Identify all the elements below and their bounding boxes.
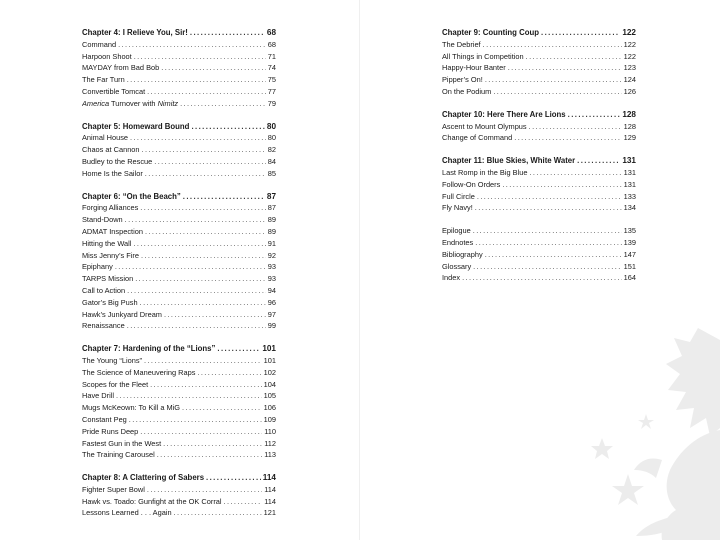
dot-leader [529,121,622,133]
toc-entry-page-number: 114 [264,496,276,506]
toc-entry-title: Hawk’s Junkyard Dream [82,309,162,319]
dot-leader [529,167,621,179]
toc-entry-page-number: 87 [267,203,276,213]
toc-entry [82,62,276,74]
toc-entry [442,132,636,144]
toc-entry-page-number: 89 [267,226,276,236]
toc-entry [82,74,276,86]
toc-entry-page-number: 112 [264,438,276,448]
toc-entry [82,449,276,461]
toc-entry-page-number: 129 [623,133,636,143]
toc-entry-title: Command [82,39,117,49]
toc-entry [82,390,276,402]
toc-entry-page-number: 133 [623,191,636,201]
chapter-block [82,343,276,461]
chapter-heading-page-number: 87 [266,191,276,201]
dot-leader [118,39,266,51]
dot-leader [133,238,265,250]
toc-entry-page-number: 92 [267,250,276,260]
toc-entry-title: Pipper’s On! [442,75,483,85]
toc-entry [442,191,636,203]
toc-entry-page-number: 99 [267,321,276,331]
toc-entry-title: The Young “Lions” [82,355,142,365]
toc-entry-title: Stand-Down [82,215,123,225]
toc-entry [442,86,636,98]
right-page-contents [442,27,636,295]
left-page-contents [82,27,276,530]
dot-leader [127,74,266,86]
toc-entry [82,51,276,63]
toc-entry-title: Harpoon Shoot [82,51,132,61]
toc-entry-title: Constant Peg [82,414,127,424]
dot-leader [475,202,622,214]
chapter-heading-page-number: 128 [622,109,636,119]
toc-entry [442,179,636,191]
dot-leader [141,250,266,262]
dot-leader [145,226,266,238]
dot-leader [462,272,622,284]
toc-entry-page-number: 68 [267,39,276,49]
toc-entry-title: Mugs McKeown: To Kill a MiG [82,403,181,413]
toc-entry-title: Lessons Learned . . . Again [82,508,172,518]
toc-entry-page-number: 97 [267,309,276,319]
chapter-heading-title: Chapter 5: Homeward Bound [82,121,190,131]
toc-entry-page-number: 75 [267,75,276,85]
chapter-heading-title: Chapter 10: Here There Are Lions [442,109,566,119]
toc-entry-page-number: 122 [623,39,636,49]
toc-entry-title: Home Is the Sailor [82,168,143,178]
chapter-heading [442,109,636,121]
toc-entry-page-number: 124 [623,75,636,85]
toc-entry-title: Convertible Tomcat [82,86,146,96]
chapter-heading-page-number: 122 [622,28,636,37]
back-matter-block [442,225,636,284]
lion-watermark-icon [570,310,720,540]
toc-entry [82,320,276,332]
toc-entry [82,355,276,367]
toc-entry [82,367,276,379]
toc-entry-page-number: 79 [267,98,276,108]
toc-entry-page-number: 77 [267,86,276,96]
dot-leader [568,109,621,121]
toc-entry [82,309,276,321]
toc-entry-page-number: 84 [267,156,276,166]
dot-leader [135,273,266,285]
dot-leader [508,62,622,74]
chapter-block [82,472,276,519]
toc-entry [82,285,276,297]
toc-entry [82,261,276,273]
toc-entry-page-number: 131 [623,167,636,177]
page-gutter [359,0,360,540]
toc-entry-page-number: 131 [623,179,636,189]
toc-entry-title: Hawk vs. Toado: Gunfight at the OK Corral [82,496,222,506]
toc-entry-page-number: 106 [263,403,276,413]
toc-entry-page-number: 104 [263,379,276,389]
toc-entry [82,379,276,391]
dot-leader [197,367,261,379]
toc-entry-title: ADMAT Inspection [82,226,143,236]
dot-leader [485,74,622,86]
toc-entry-page-number: 110 [264,426,276,436]
toc-entry-page-number: 113 [264,450,276,460]
dot-leader [140,426,262,438]
toc-entry [82,273,276,285]
toc-entry [82,250,276,262]
toc-entry-title: Last Romp in the Big Blue [442,167,528,177]
toc-entry [442,74,636,86]
dot-leader [134,51,266,63]
toc-entry [82,39,276,51]
toc-entry-page-number: 126 [623,86,636,96]
toc-entry-title: The Science of Maneuvering Raps [82,367,196,377]
chapter-block [82,121,276,180]
toc-entry-title: Scopes for the Fleet [82,379,149,389]
chapter-heading [82,191,276,203]
toc-entry [82,132,276,144]
dot-leader [115,261,266,273]
chapter-heading-page-number: 68 [266,28,276,37]
toc-entry [82,297,276,309]
toc-entry-title: All Things in Competition [442,51,524,61]
toc-entry-title: Epilogue [442,226,471,236]
toc-entry-title: Change of Command [442,133,513,143]
toc-entry [442,39,636,51]
toc-entry-title: Pride Runs Deep [82,426,139,436]
toc-entry-title: Fastest Gun in the West [82,438,162,448]
toc-entry-page-number: 128 [623,121,636,131]
toc-entry-title: TARPS Mission [82,274,134,284]
toc-entry [82,98,276,110]
toc-entry-page-number: 109 [263,414,276,424]
toc-entry-title: Happy-Hour Banter [442,63,506,73]
toc-entry-page-number: 134 [623,203,636,213]
dot-leader [127,320,266,332]
dot-leader [174,507,262,519]
chapter-heading-page-number: 114 [262,473,276,483]
toc-entry [442,237,636,249]
toc-entry [82,426,276,438]
dot-leader [493,86,621,98]
toc-entry-page-number: 80 [267,133,276,143]
dot-leader [140,297,266,309]
dot-leader [526,51,622,63]
toc-entry-page-number: 94 [267,285,276,295]
chapter-heading [82,27,276,39]
chapter-heading-title: Chapter 7: Hardening of the “Lions” [82,344,216,354]
toc-entry-title: Epiphany [82,262,113,272]
dot-leader [150,379,262,391]
chapter-heading [82,472,276,484]
toc-entry-page-number: 96 [267,297,276,307]
toc-entry-page-number: 121 [263,508,276,518]
toc-entry-title: Ascent to Mount Olympus [442,121,527,131]
toc-entry-title: Animal House [82,133,129,143]
dot-leader [163,438,262,450]
dot-leader [161,62,266,74]
dot-leader [144,355,262,367]
toc-entry-title: Forging Alliances [82,203,139,213]
toc-entry [442,249,636,261]
dot-leader [191,121,264,133]
dot-leader [130,132,266,144]
dot-leader [129,414,262,426]
dot-leader [183,191,265,203]
dot-leader [514,132,621,144]
toc-entry-title: Call to Action [82,285,126,295]
toc-entry [82,226,276,238]
toc-entry-title: Follow-On Orders [442,179,501,189]
toc-entry-title: Chaos at Cannon [82,145,140,155]
toc-entry [442,225,636,237]
toc-entry [442,261,636,273]
chapter-heading-title: Chapter 6: “On the Beach” [82,191,181,201]
dot-leader [477,191,622,203]
dot-leader [147,86,266,98]
chapter-heading-page-number: 80 [266,121,276,131]
toc-entry [82,202,276,214]
dot-leader [147,484,262,496]
dot-leader [140,202,265,214]
chapter-heading [82,343,276,355]
chapter-heading-title: Chapter 11: Blue Skies, White Water [442,156,576,166]
dot-leader [577,155,620,167]
toc-entry-page-number: 102 [263,367,276,377]
toc-entry-title: Gator’s Big Push [82,297,138,307]
dot-leader [125,214,266,226]
dot-leader [502,179,621,191]
dot-leader [475,237,621,249]
toc-entry-page-number: 89 [267,215,276,225]
toc-entry [442,202,636,214]
chapter-heading [442,155,636,167]
toc-entry-title: America Turnover with Nimitz [82,98,179,108]
toc-entry-title: Endnotes [442,237,474,247]
dot-leader [485,249,622,261]
dot-leader [483,39,622,51]
dot-leader [217,343,260,355]
toc-entry-title: Index [442,273,461,283]
toc-entry-page-number: 85 [267,168,276,178]
chapter-block [442,155,636,214]
toc-entry [442,272,636,284]
dot-leader [180,98,266,110]
toc-entry-page-number: 151 [623,261,636,271]
toc-entry-page-number: 93 [267,262,276,272]
toc-entry-title: On the Podium [442,86,492,96]
toc-entry [442,62,636,74]
toc-entry-title: Hitting the Wall [82,238,132,248]
toc-entry-page-number: 135 [623,226,636,236]
dot-leader [224,496,263,508]
toc-entry [82,156,276,168]
chapter-heading-title: Chapter 8: A Clattering of Sabers [82,473,205,483]
chapter-heading-title: Chapter 4: I Relieve You, Sir! [82,28,188,37]
toc-entry-page-number: 139 [623,237,636,247]
toc-entry [82,438,276,450]
chapter-block [82,191,276,333]
toc-entry-title: Fighter Super Bowl [82,484,145,494]
toc-entry [82,168,276,180]
dot-leader [157,449,262,461]
toc-entry-page-number: 164 [623,273,636,283]
toc-entry [442,51,636,63]
toc-entry [82,86,276,98]
toc-entry-title: Budley to the Rescue [82,156,153,166]
chapter-heading-page-number: 131 [622,156,636,166]
toc-entry-title: Fly Navy! [442,203,473,213]
toc-entry-title: Glossary [442,261,472,271]
dot-leader [182,402,262,414]
chapter-heading-page-number: 101 [262,344,276,354]
toc-entry [442,121,636,133]
toc-entry-page-number: 123 [623,63,636,73]
dot-leader [145,168,266,180]
chapter-heading [442,27,636,39]
toc-entry-page-number: 101 [263,355,276,365]
toc-entry-page-number: 147 [623,249,636,259]
dot-leader [164,309,266,321]
toc-entry [82,484,276,496]
toc-entry-page-number: 91 [267,238,276,248]
toc-entry-title: Bibliography [442,249,483,259]
toc-entry-title: Miss Jenny’s Fire [82,250,139,260]
dot-leader [473,261,621,273]
toc-entry-page-number: 74 [267,63,276,73]
toc-entry [82,414,276,426]
dot-leader [127,285,266,297]
toc-entry-page-number: 82 [267,145,276,155]
toc-entry-page-number: 71 [267,51,276,61]
chapter-block [82,27,276,110]
dot-leader [206,472,261,484]
toc-entry-page-number: 105 [263,391,276,401]
toc-entry-title: The Training Carousel [82,450,155,460]
toc-entry [442,167,636,179]
toc-entry [82,144,276,156]
toc-entry-title: Have Drill [82,391,115,401]
toc-entry-page-number: 114 [264,484,276,494]
toc-entry-title: The Far Turn [82,75,125,85]
toc-entry-title: The Debrief [442,39,481,49]
toc-entry-page-number: 93 [267,274,276,284]
toc-entry [82,507,276,519]
toc-entry-title: Renaissance [82,321,125,331]
toc-entry-title: Full Circle [442,191,475,201]
dot-leader [473,225,622,237]
dot-leader [154,156,266,168]
chapter-heading [82,121,276,133]
toc-entry-title: MAYDAY from Bad Bob [82,63,160,73]
dot-leader [190,27,265,39]
toc-entry [82,402,276,414]
dot-leader [541,27,620,39]
chapter-heading-title: Chapter 9: Counting Coup [442,28,540,37]
chapter-block [442,27,636,98]
toc-entry-page-number: 122 [623,51,636,61]
dot-leader [116,390,262,402]
dot-leader [142,144,266,156]
toc-entry [82,214,276,226]
toc-entry [82,496,276,508]
toc-entry [82,238,276,250]
chapter-block [442,109,636,144]
